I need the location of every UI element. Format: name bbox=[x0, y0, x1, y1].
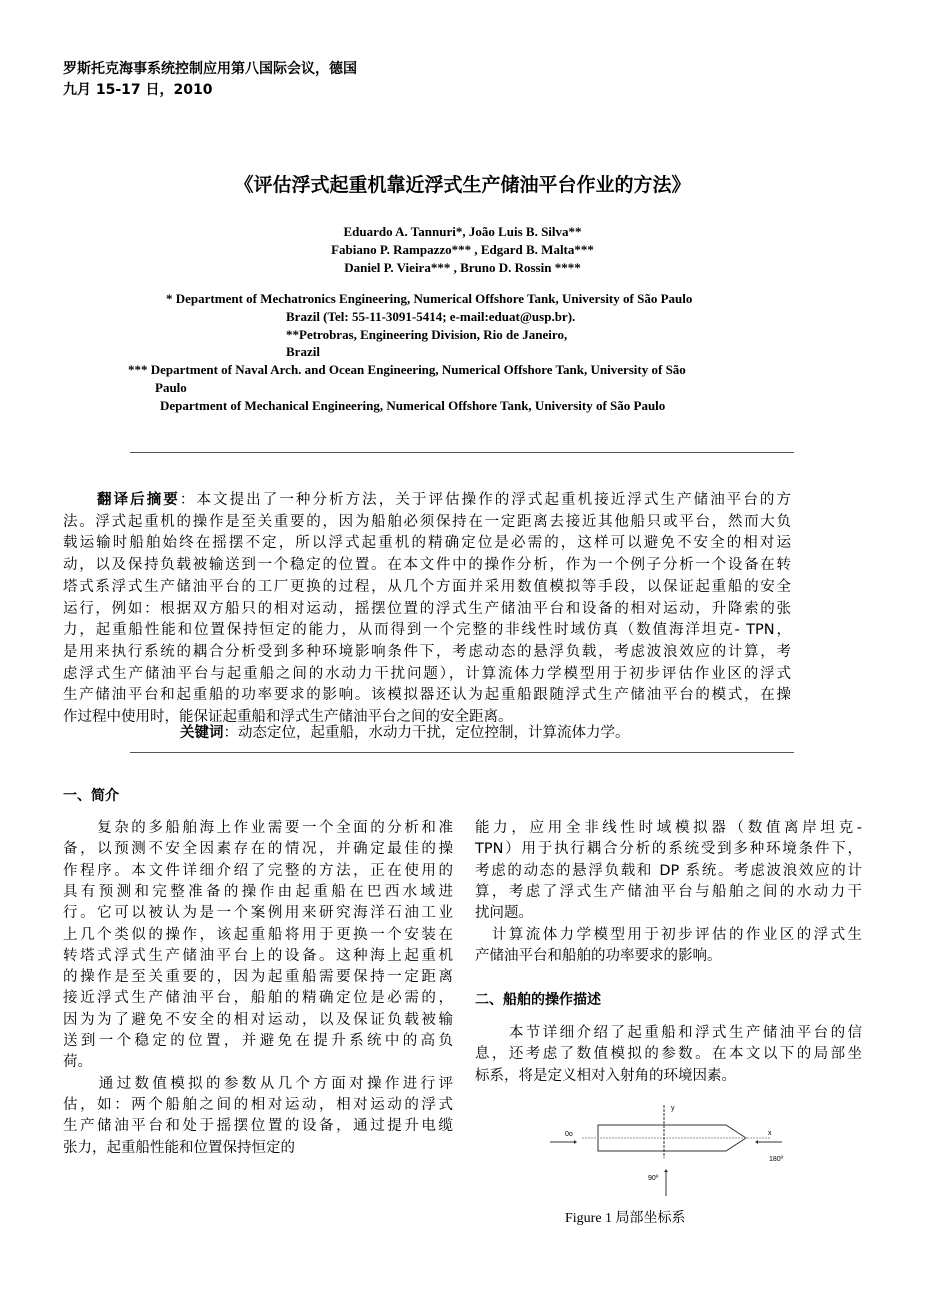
text-line: 具有预测和完整准备的操作由起重船在巴西水域进 bbox=[63, 883, 453, 900]
text-line: 作过程中使用时，能保证起重船和浮式生产储油平台之间的安全距离。 bbox=[63, 709, 513, 725]
conference-date: 九月 15-17 日，2010 bbox=[63, 82, 213, 98]
text-line: 生产储油平台和处于摇摆位置的设备，通过提升电缆 bbox=[63, 1118, 453, 1135]
abstract-label: 翻译后摘要 bbox=[97, 492, 180, 508]
affiliation: Department of Mechanical Engineering, Numerical Offshore Tank, University of São Paulo bbox=[160, 398, 666, 413]
angle-0-label: 0o bbox=[565, 1131, 573, 1138]
text-line: 息，还考虑了数值模拟的参数。在本文以下的局部坐 bbox=[475, 1046, 862, 1063]
text-line: 本节详细介绍了起重船和浮式生产储油平台的信 bbox=[475, 1025, 862, 1041]
text-line: 计算流体力学模型用于初步评估的作业区的浮式生 bbox=[475, 926, 862, 943]
text-line: 扰问题。 bbox=[475, 905, 533, 922]
text-line: 行。它可以被认为是一个案例用来研究海洋石油工业 bbox=[63, 905, 453, 922]
text-line: 考虑的动态的悬浮负载和 DP 系统。考虑波浪效应的计 bbox=[475, 862, 862, 879]
affiliation: Paulo bbox=[155, 380, 187, 395]
paper-title: 《评估浮式起重机靠近浮式生产储油平台作业的方法》 bbox=[234, 174, 691, 196]
text-line: 估，如：两个船舶之间的相对运动，相对运动的浮式 bbox=[63, 1096, 453, 1113]
text-line-content: ：本文提出了一种分析方法，关于评估操作的浮式起重机接近浮式生产储油平台的方 bbox=[179, 492, 792, 508]
keywords-text: ：动态定位，起重船，水动力干扰，定位控制，计算流体力学。 bbox=[223, 725, 630, 741]
figure-caption: Figure 1 局部坐标系 bbox=[565, 1211, 686, 1226]
text-line: 塔式系浮式生产储油平台的工厂更换的过程，从几个方面并采用数值模拟等手段，以保证起重船的安全 bbox=[63, 578, 791, 595]
divider bbox=[130, 752, 794, 753]
text-line: 的操作是至关重要的，因为起重船需要保持一定距离 bbox=[63, 969, 453, 986]
text-line: 标系，将是定义相对入射角的环境因素。 bbox=[475, 1067, 736, 1084]
keywords-label: 关键词 bbox=[180, 725, 224, 741]
keywords bbox=[180, 723, 630, 743]
author-line: Daniel P. Vieira*** , Bruno D. Rossin **** bbox=[344, 260, 581, 275]
text-line: 虑浮式生产储油平台与起重船之间的水动力干扰问题），计算流体力学模型用于初步评估作业区的浮式 bbox=[63, 665, 791, 682]
conference-header: 罗斯托克海事系统控制应用第八国际会议，德国 bbox=[63, 61, 357, 77]
text-line: 是用来执行系统的耦合分析受到多种环境影响条件下，考虑动态的悬浮负载，考虑波浪效应的计算，考 bbox=[63, 643, 791, 660]
text-line: 转塔式浮式生产储油平台上的设备。这种海上起重机 bbox=[63, 947, 453, 964]
text-line: 力，起重船性能和位置保持恒定的能力，从而得到一个完整的非线性时域仿真（数值海洋坦克- TPN， bbox=[63, 622, 791, 639]
text-line: TPN）用于执行耦合分析的系统受到多种环境条件下， bbox=[475, 841, 862, 858]
y-label: y bbox=[671, 1105, 675, 1112]
affiliation: **Petrobras, Engineering Division, Rio de Janeiro, bbox=[286, 327, 568, 342]
text-line: 运行，例如：根据双方船只的相对运动，摇摆位置的浮式生产储油平台和设备的相对运动，升降索的张 bbox=[63, 600, 791, 617]
text-line bbox=[97, 490, 791, 510]
text-line: 法。浮式起重机的操作是至关重要的，因为船舶必须保持在一定距离去接近其他船只或平台，然而大负 bbox=[63, 513, 791, 530]
text-line: 作程序。本文件详细介绍了完整的方法，正在使用的 bbox=[63, 862, 453, 879]
x-label: x bbox=[768, 1130, 772, 1137]
affiliation: * Department of Mechatronics Engineering, Numerical Offshore Tank, University of São Paulo bbox=[166, 291, 693, 306]
text-line: 算，考虑了浮式生产储油平台与船舶之间的水动力干 bbox=[475, 883, 862, 900]
text-line: 备，以预测不安全因素存在的情况，并确定最佳的操 bbox=[63, 841, 453, 858]
text-line: 产储油平台和船舶的功率要求的影响。 bbox=[475, 947, 722, 964]
coordinate-system-figure bbox=[540, 1100, 800, 1200]
text-line: 上几个类似的操作，该起重船将用于更换一个安装在 bbox=[63, 926, 453, 943]
text-line: 接近浮式生产储油平台，船舶的精确定位是必需的， bbox=[63, 990, 453, 1007]
section-heading: 一、简介 bbox=[63, 788, 119, 804]
text-line: 送到一个稳定的位置，并避免在提升系统中的高负 bbox=[63, 1033, 453, 1049]
affiliation: *** Department of Naval Arch. and Ocean Engineering, Numerical Offshore Tank, University of São bbox=[128, 362, 686, 377]
author-line: Fabiano P. Rampazzo*** , Edgard B. Malta*** bbox=[331, 242, 594, 257]
text-line: 复杂的多船舶海上作业需要一个全面的分析和准 bbox=[63, 820, 453, 836]
text-line: 能力，应用全非线性时域模拟器（数值离岸坦克- bbox=[475, 820, 862, 836]
text-line: 因为为了避免不安全的相对运动，以及保证负载被输 bbox=[63, 1011, 453, 1028]
angle-90-label: 90º bbox=[648, 1175, 659, 1182]
angle-180-label: 180º bbox=[769, 1156, 784, 1163]
section-heading: 二、船舶的操作描述 bbox=[475, 992, 601, 1008]
author-line: Eduardo A. Tannuri*, João Luis B. Silva** bbox=[343, 224, 582, 239]
divider bbox=[130, 452, 794, 453]
text-line: 载运输时船舶始终在摇摆不定，所以浮式起重机的精确定位是必需的，这样可以避免不安全的相对运 bbox=[63, 535, 791, 552]
text-line: 动，以及保持负载被输送到一个稳定的位置。在本文件中的操作分析，作为一个例子分析一个设备在转 bbox=[63, 557, 791, 574]
text-line: 通过数值模拟的参数从几个方面对操作进行评 bbox=[63, 1075, 453, 1092]
affiliation: Brazil bbox=[286, 344, 320, 359]
text-line: 荷。 bbox=[63, 1054, 92, 1071]
text-line: 张力，起重船性能和位置保持恒定的 bbox=[63, 1139, 295, 1156]
affiliation: Brazil (Tel: 55-11-3091-5414; e-mail:eduat@usp.br). bbox=[286, 309, 576, 324]
text-line: 生产储油平台和起重船的功率要求的影响。该模拟器还认为起重船跟随浮式生产储油平台的模式，在操 bbox=[63, 687, 791, 704]
